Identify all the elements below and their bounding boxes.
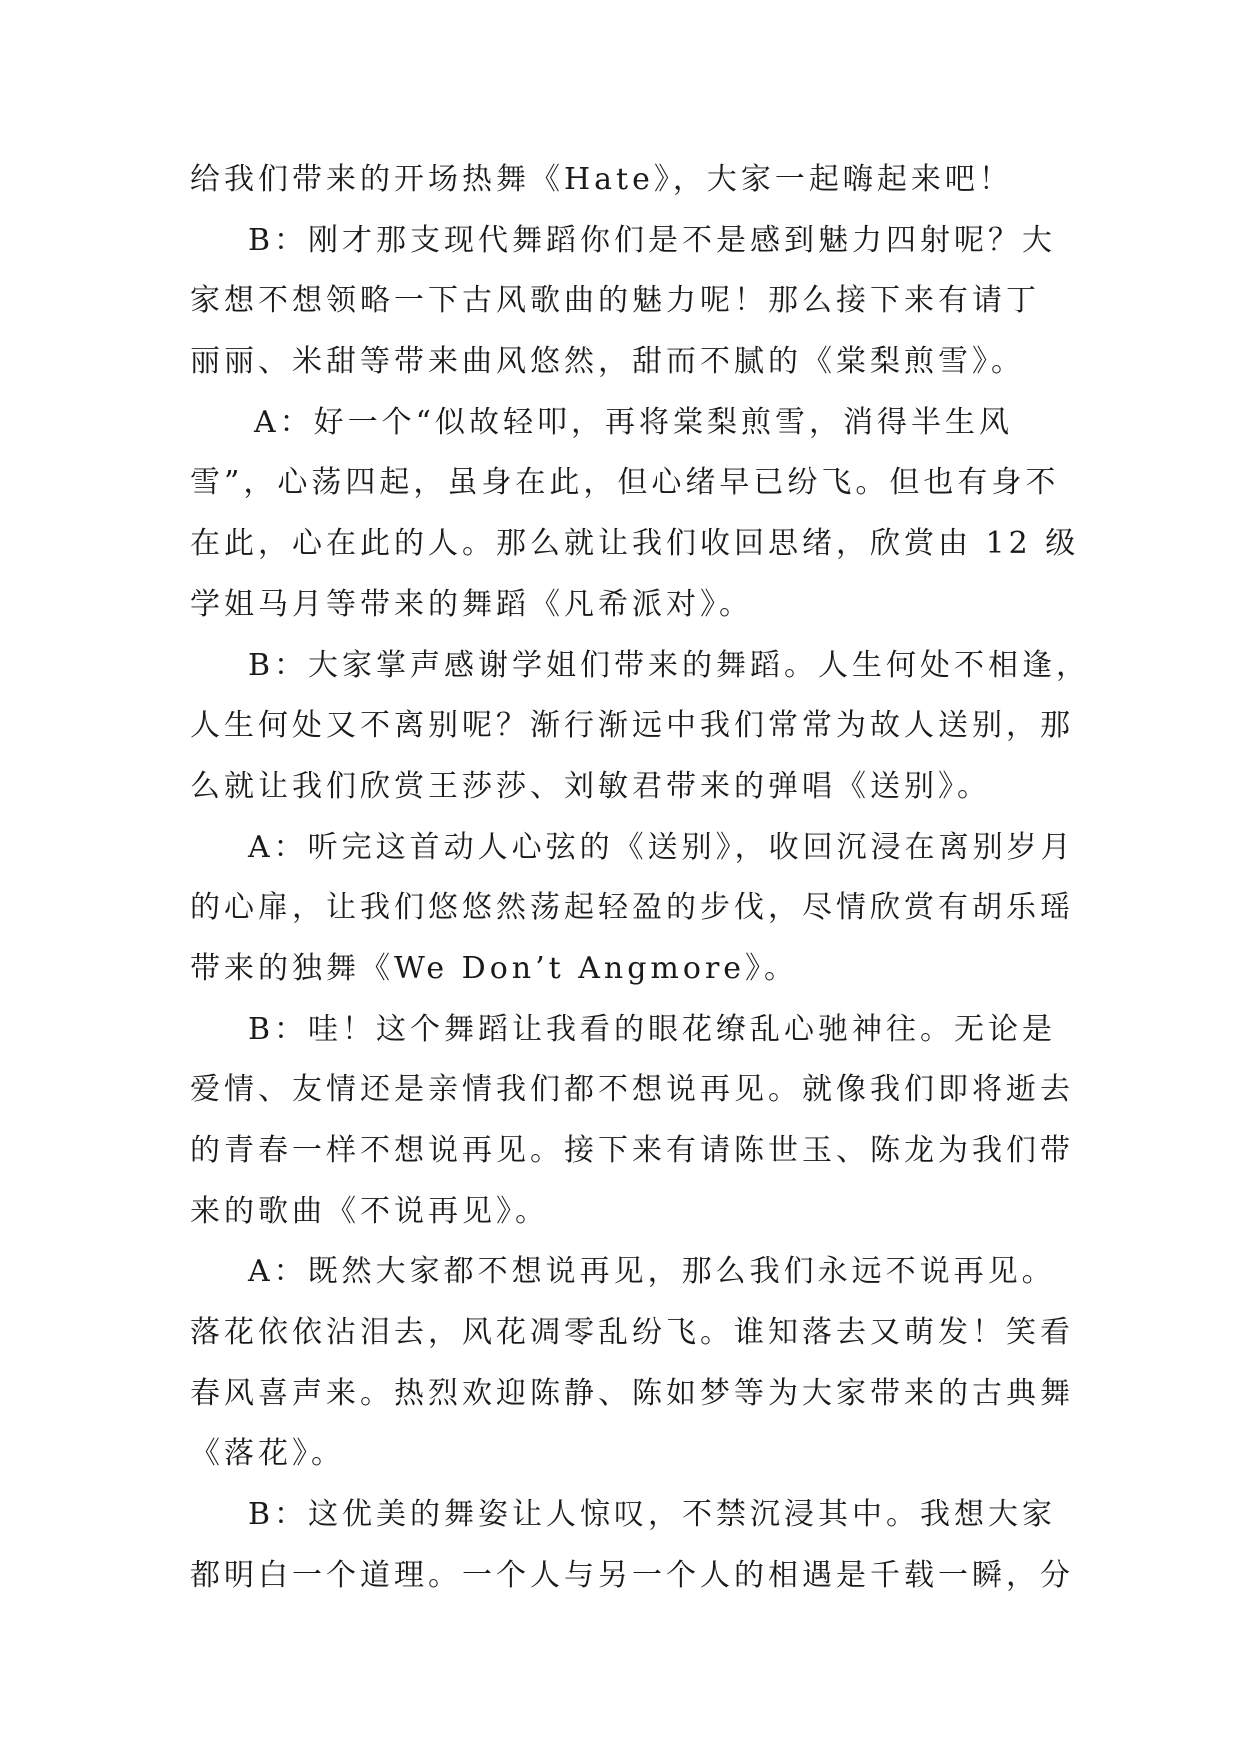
text-line: 丽丽、米甜等带来曲风悠然，甜而不腻的《棠梨煎雪》。 — [190, 344, 1025, 380]
text-line: 人生何处又不离别呢？渐行渐远中我们常常为故人送别，那 — [190, 708, 1074, 744]
text-line: A：既然大家都不想说再见，那么我们永远不说再见。 — [248, 1254, 1056, 1290]
text-line: B：这优美的舞姿让人惊叹，不禁沉浸其中。我想大家 — [248, 1497, 1057, 1533]
text-line: B：大家掌声感谢学姐们带来的舞蹈。人生何处不相逢， — [248, 647, 1091, 683]
text-line: 的心扉，让我们悠悠然荡起轻盈的步伐，尽情欣赏有胡乐瑶 — [190, 890, 1074, 926]
text-line: 春风喜声来。热烈欢迎陈静、陈如梦等为大家带来的古典舞 — [190, 1375, 1074, 1411]
text-line: 的青春一样不想说再见。接下来有请陈世玉、陈龙为我们带 — [190, 1133, 1074, 1168]
text-line: 都明白一个道理。一个人与另一个人的相遇是千载一瞬，分 — [190, 1557, 1074, 1593]
text-line: 来的歌曲《不说再见》。 — [190, 1193, 549, 1229]
text-line: 在此，心在此的人。那么就让我们收回思绪，欣赏由 12 级 — [190, 526, 1080, 562]
text-line: 么就让我们欣赏王莎莎、刘敏君带来的弹唱《送别》。 — [190, 768, 991, 804]
text-line: 给我们带来的开场热舞《Hate》，大家一起嗨起来吧！ — [190, 162, 1013, 197]
text-line: A：好一个“似故轻叩，再将棠梨煎雪，消得半生风 — [254, 404, 1014, 440]
text-line: 带来的独舞《We Don’t Angmore》。 — [190, 950, 799, 986]
document-body — [190, 150, 1091, 1607]
text-line: 家想不想领略一下古风歌曲的魅力呢！那么接下来有请丁 — [190, 283, 1040, 319]
text-line: B：刚才那支现代舞蹈你们是不是感到魅力四射呢？大 — [248, 222, 1057, 258]
text-line: A：听完这首动人心弦的《送别》，收回沉浸在离别岁月 — [248, 829, 1075, 865]
text-line: 学姐马月等带来的舞蹈《凡希派对》。 — [190, 586, 753, 622]
text-line: 爱情、友情还是亲情我们都不想说再见。就像我们即将逝去 — [190, 1072, 1074, 1108]
text-line: 雪”，心荡四起，虽身在此，但心绪早已纷飞。但也有身不 — [190, 465, 1060, 501]
text-line: B：哇！这个舞蹈让我看的眼花缭乱心驰神往。无论是 — [248, 1011, 1057, 1047]
text-line: 《落花》。 — [190, 1436, 345, 1472]
text-line: 落花依依沾泪去，风花凋零乱纷飞。谁知落去又萌发！笑看 — [190, 1315, 1074, 1351]
